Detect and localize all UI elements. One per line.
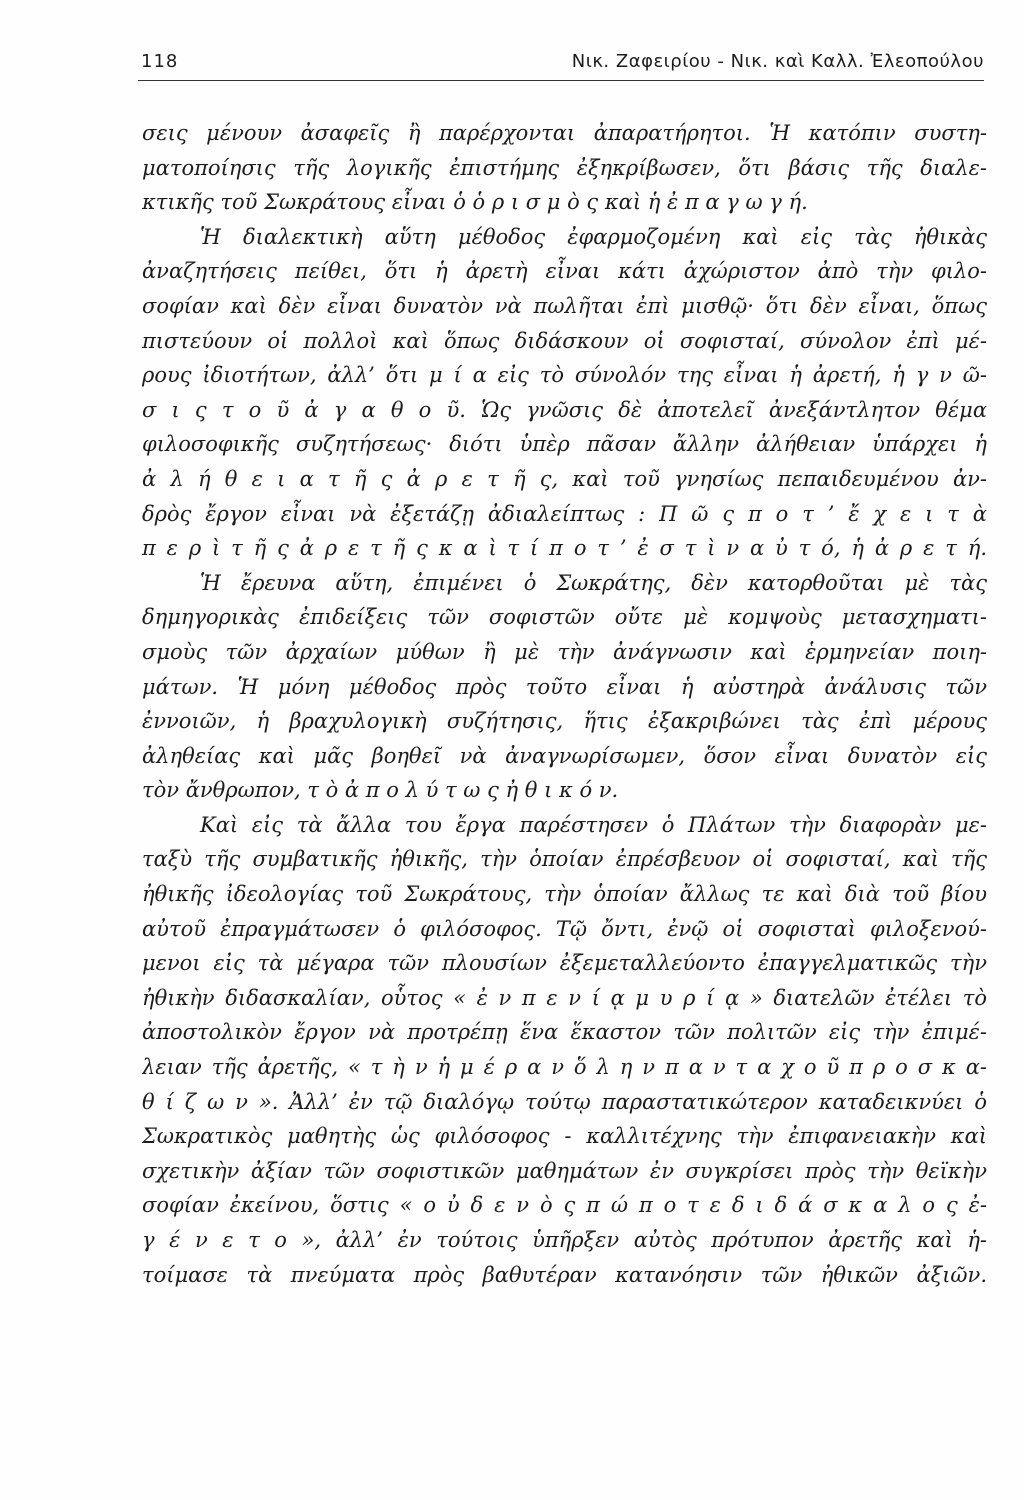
text-line: Καὶ εἰς τὰ ἄλλα του ἔργα παρέστησεν ὁ Πλάτων τὴν διαφορὰν με- (200, 812, 987, 837)
text-line: γ έ ν ε τ ο », ἀλλ’ ἐν τούτοις ὑπῆρξεν αὐτὸς πρότυπον ἀρετῆς καὶ ἡ- (142, 1228, 987, 1252)
text-line: σ ι ς τ ο ῦ ἀ γ α θ ο ῦ. Ὡς γνῶσις δὲ ἀποτελεῖ ἀνεξάντλητον θέμα (142, 397, 987, 422)
text-line: σμοὺς τῶν ἀρχαίων μύθων ἢ μὲ τὴν ἀνάγνωσιν καὶ ἑρμηνείαν ποιη- (142, 639, 987, 664)
text-line: ἀποστολικὸν ἔργον νὰ προτρέπῃ ἕνα ἕκαστον τῶν πολιτῶν εἰς τὴν ἐπιμέ- (142, 1020, 987, 1045)
running-head (138, 46, 984, 81)
text-line: σοφίαν ἐκείνου, ὅστις « ο ὐ δ ε ν ὸ ς π ώ π ο τ ε δ ι δ ά σ κ α λ ο ς ἐ- (142, 1193, 987, 1218)
text-line: π ε ρ ὶ τ ῆ ς ἀ ρ ε τ ῆ ς κ α ὶ τ ί π ο τ ’ ἐ σ τ ὶ ν α ὐ τ ό, ἡ ἀ ρ ε τ ή. (142, 536, 987, 561)
text-line: φιλοσοφικῆς συζητήσεως· διότι ὑπὲρ πᾶσαν ἄλλην ἀλήθειαν ὑπάρχει ἡ (142, 432, 987, 457)
text-line: ἠθικῆς ἰδεολογίας τοῦ Σωκράτους, τὴν ὁποίαν ἄλλως τε καὶ διὰ τοῦ βίου (142, 882, 987, 907)
text-line: σοφίαν καὶ δὲν εἶναι δυνατὸν νὰ πωλῆται ἐπὶ μισθῷ· ὅτι δὲν εἶναι, ὅπως (142, 293, 987, 318)
text-line: θ ί ζ ω ν ». Ἀλλ’ ἐν τῷ διαλόγῳ τούτῳ παραστατικώτερον καταδεικνύει ὁ (142, 1089, 987, 1114)
text-line: ματοποίησις τῆς λογικῆς ἐπιστήμης ἐξηκρίβωσεν, ὅτι βάσις τῆς διαλε- (142, 155, 987, 180)
text-line: μάτων. Ἡ μόνη μέθοδος πρὸς τοῦτο εἶναι ἡ αὐστηρὰ ἀνάλυσις τῶν (142, 674, 987, 699)
running-title: Νικ. Ζαφειρίου - Νικ. καὶ Καλλ. Ἐλεοπούλου (571, 51, 984, 72)
text-line: ἀληθείας καὶ μᾶς βοηθεῖ νὰ ἀναγνωρίσωμεν, ὅσον εἶναι δυνατὸν εἰς (142, 743, 987, 768)
text-line: σεις μένουν ἀσαφεῖς ἢ παρέρχονται ἀπαρατήρητοι. Ἡ κατόπιν συστη- (142, 121, 987, 145)
body-text (142, 116, 987, 1292)
page-number: 118 (141, 51, 179, 72)
text-line: ρους ἰδιοτήτων, ἀλλ’ ὅτι μ ί α εἰς τὸ σύνολόν της εἶναι ἡ ἀρετή, ἡ γ ν ῶ- (142, 363, 987, 388)
text-line: ταξὺ τῆς συμβατικῆς ἠθικῆς, τὴν ὁποίαν ἐπρέσβευον οἱ σοφισταί, καὶ τῆς (142, 847, 987, 872)
text-line: ἀ λ ή θ ε ι α τ ῆ ς ἀ ρ ε τ ῆ ς, καὶ τοῦ γνησίως πεπαιδευμένου ἀν- (142, 466, 987, 491)
text-line: λειαν τῆς ἀρετῆς, « τ ὴ ν ἡ μ έ ρ α ν ὅ λ η ν π α ν τ α χ ο ῦ π ρ ο σ κ α- (142, 1055, 987, 1080)
text-line: ἠθικὴν διδασκαλίαν, οὗτος « ἐ ν π ε ν ί ᾳ μ υ ρ ί ᾳ » διατελῶν ἐτέλει τὸ (142, 985, 987, 1010)
text-line: μενοι εἰς τὰ μέγαρα τῶν πλουσίων ἐξεμεταλλεύοντο ἐπαγγελματικῶς τὴν (142, 951, 987, 976)
text-line: τὸν ἄνθρωπον, τ ὸ ἀ π ο λ ύ τ ω ς ἠ θ ι κ ό ν. (142, 778, 619, 803)
text-line: δρὸς ἔργον εἶναι νὰ ἐξετάζῃ ἀδιαλείπτως : Π ῶ ς π ο τ ’ ἔ χ ε ι τ ὰ (142, 501, 987, 526)
text-line: πιστεύουν οἱ πολλοὶ καὶ ὅπως διδάσκουν οἱ σοφισταί, σύνολον ἐπὶ μέ- (142, 328, 987, 353)
text-line: Ἡ ἔρευνα αὕτη, ἐπιμένει ὁ Σωκράτης, δὲν κατορθοῦται μὲ τὰς (200, 570, 987, 595)
text-line: Σωκρατικὸς μαθητὴς ὡς φιλόσοφος - καλλιτέχνης τὴν ἐπιφανειακὴν καὶ (142, 1124, 987, 1149)
text-line: δημηγορικὰς ἐπιδείξεις τῶν σοφιστῶν οὔτε μὲ κομψοὺς μετασχηματι- (142, 605, 987, 630)
text-line: τοίμασε τὰ πνεύματα πρὸς βαθυτέραν κατανόησιν τῶν ἠθικῶν ἀξιῶν. (142, 1262, 987, 1287)
text-line: ἐννοιῶν, ἡ βραχυλογικὴ συζήτησις, ἥτις ἐξακριβώνει τὰς ἐπὶ μέρους (142, 709, 987, 734)
text-line: κτικῆς τοῦ Σωκράτους εἶναι ὁ ὁ ρ ι σ μ ὸ ς καὶ ἡ ἐ π α γ ω γ ή. (142, 190, 808, 215)
text-line: Ἡ διαλεκτικὴ αὕτη μέθοδος ἐφαρμοζομένη καὶ εἰς τὰς ἠθικὰς (200, 224, 987, 249)
text-line: αὐτοῦ ἐπραγμάτωσεν ὁ φιλόσοφος. Τῷ ὄντι, ἐνῷ οἱ σοφισταὶ φιλοξενού- (142, 916, 987, 941)
text-line: σχετικὴν ἀξίαν τῶν σοφιστικῶν μαθημάτων ἐν συγκρίσει πρὸς τὴν θεϊκὴν (142, 1158, 987, 1183)
text-line: ἀναζητήσεις πείθει, ὅτι ἡ ἀρετὴ εἶναι κάτι ἀχώριστον ἀπὸ τὴν φιλο- (142, 259, 987, 284)
